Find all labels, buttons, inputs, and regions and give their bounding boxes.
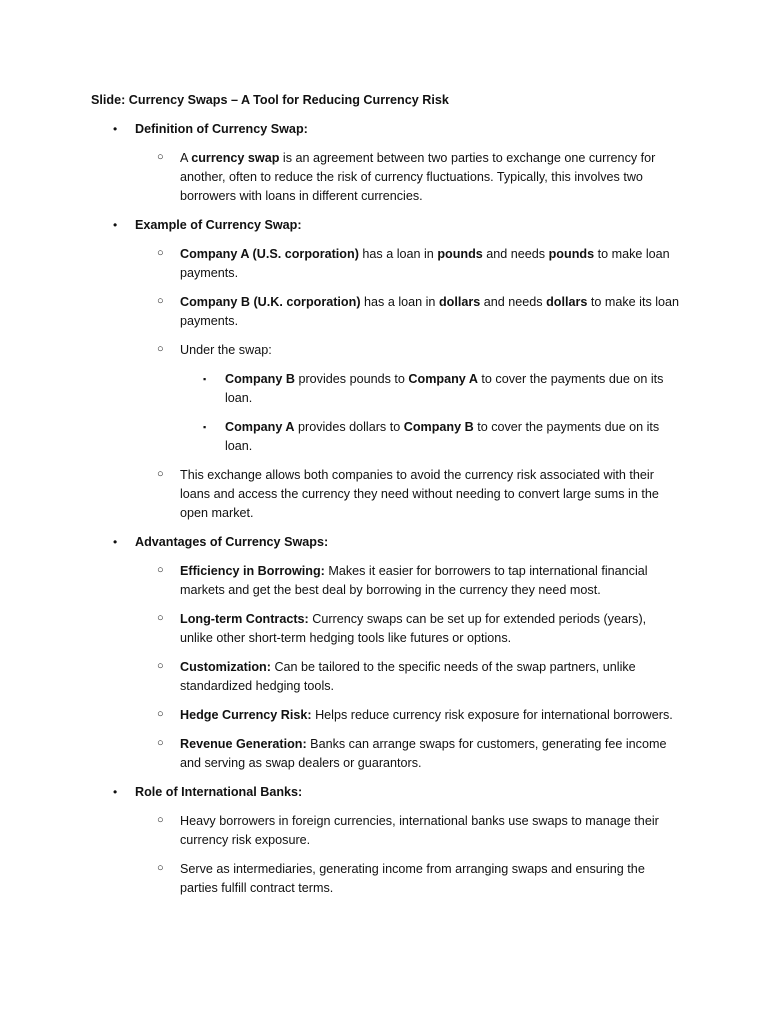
text: and needs [480,295,547,309]
bold-text: Long-term Contracts: [180,612,309,626]
list-item [135,860,680,898]
sub-list [135,812,768,898]
section-heading: Advantages of Currency Swaps: [135,535,329,549]
square-bullet-icon: ▪ [203,374,207,384]
circle-bullet-icon: ○ [157,247,164,259]
circle-bullet-icon: ○ [157,468,164,480]
text: Currency swaps can be set up for extended periods (years), unlike other short-term hedging tools like futures or options. [180,612,647,645]
text: Makes it easier for borrowers to tap international financial markets and get the best deal by borrowing in the currency they need most. [180,564,648,597]
list-item [135,812,680,850]
circle-bullet-icon: ○ [157,737,164,749]
bold-text: pounds [548,247,595,261]
list-item [135,293,680,331]
circle-bullet-icon: ○ [157,814,164,826]
bold-text: Hedge Currency Risk: [180,708,312,722]
text: Under the swap: [180,343,272,357]
text: Can be tailored to the specific needs of the swap partners, unlike standardized hedging tools. [180,660,636,693]
text: Banks can arrange swaps for customers, generating fee income and serving as swap dealers or guarantors. [180,737,667,770]
list-item [135,245,680,283]
bullet-icon: • [113,218,118,232]
bold-text: dollars [546,295,588,309]
bold-text: Customization: [180,660,271,674]
list-item [135,735,680,773]
bold-text: pounds [437,247,483,261]
circle-bullet-icon: ○ [157,343,164,355]
text: and needs [482,247,549,261]
text: to make loan payments. [180,247,670,280]
section-example [91,216,768,523]
text: has a loan in [360,295,439,309]
bold-text: Company B [225,372,295,386]
bold-text: Company A [408,372,478,386]
bold-text: Company A (U.S. corporation) [180,247,359,261]
section-definition [91,120,768,206]
text: to cover the payments due on its loan. [225,420,660,453]
section-heading: Definition of Currency Swap: [135,122,308,136]
text: Serve as intermediaries, generating income from arranging swaps and ensuring the parties fulfill contract terms. [180,862,645,895]
section-advantages [91,533,768,773]
text: to make its loan payments. [180,295,680,328]
bullet-icon: • [113,785,118,799]
circle-bullet-icon: ○ [157,862,164,874]
sub-list [135,149,768,206]
text: Helps reduce currency risk exposure for international borrowers. [311,708,673,722]
bold-text: Efficiency in Borrowing: [180,564,325,578]
bold-text: Company B [403,420,474,434]
list-item [135,706,680,725]
text: is an agreement between two parties to exchange one currency for another, often to reduce the risk of currency fluctuations. Typically, this involves two borrowers with loans in different currencies. [180,151,656,203]
sub-list [135,562,768,773]
circle-bullet-icon: ○ [157,708,164,720]
bold-text: Company A [225,420,295,434]
bold-text: dollars [438,295,481,309]
circle-bullet-icon: ○ [157,295,164,307]
main-bullet-list [91,120,768,898]
nested-list-item [180,370,680,408]
circle-bullet-icon: ○ [157,660,164,672]
nested-list [180,370,680,456]
section-heading: Role of International Banks: [135,785,303,799]
text: This exchange allows both companies to avoid the currency risk associated with their loans and access the currency they need without needing to convert large sums in the open market. [180,468,659,520]
list-item [135,341,680,456]
bold-text: Company B (U.K. corporation) [180,295,361,309]
square-bullet-icon: ▪ [203,422,207,432]
bullet-icon: • [113,122,118,136]
bullet-icon: • [113,535,118,549]
bold-text: currency swap [191,151,280,165]
circle-bullet-icon: ○ [157,151,164,163]
list-item [135,149,680,206]
sub-list [135,245,768,523]
bold-text: Revenue Generation: [180,737,307,751]
nested-list-item [180,418,680,456]
slide-title: Slide: Currency Swaps – A Tool for Reducing Currency Risk [91,93,449,107]
list-item [135,658,680,696]
section-heading: Example of Currency Swap: [135,218,302,232]
text: provides pounds to [294,372,409,386]
circle-bullet-icon: ○ [157,612,164,624]
text: has a loan in [358,247,438,261]
text: to cover the payments due on its loan. [225,372,664,405]
text: Heavy borrowers in foreign currencies, international banks use swaps to manage their currency risk exposure. [180,814,659,847]
list-item [135,610,680,648]
list-item [135,562,680,600]
list-item [135,466,680,523]
text: provides dollars to [294,420,404,434]
text: A [180,151,192,165]
section-international-banks [91,783,768,898]
circle-bullet-icon: ○ [157,564,164,576]
